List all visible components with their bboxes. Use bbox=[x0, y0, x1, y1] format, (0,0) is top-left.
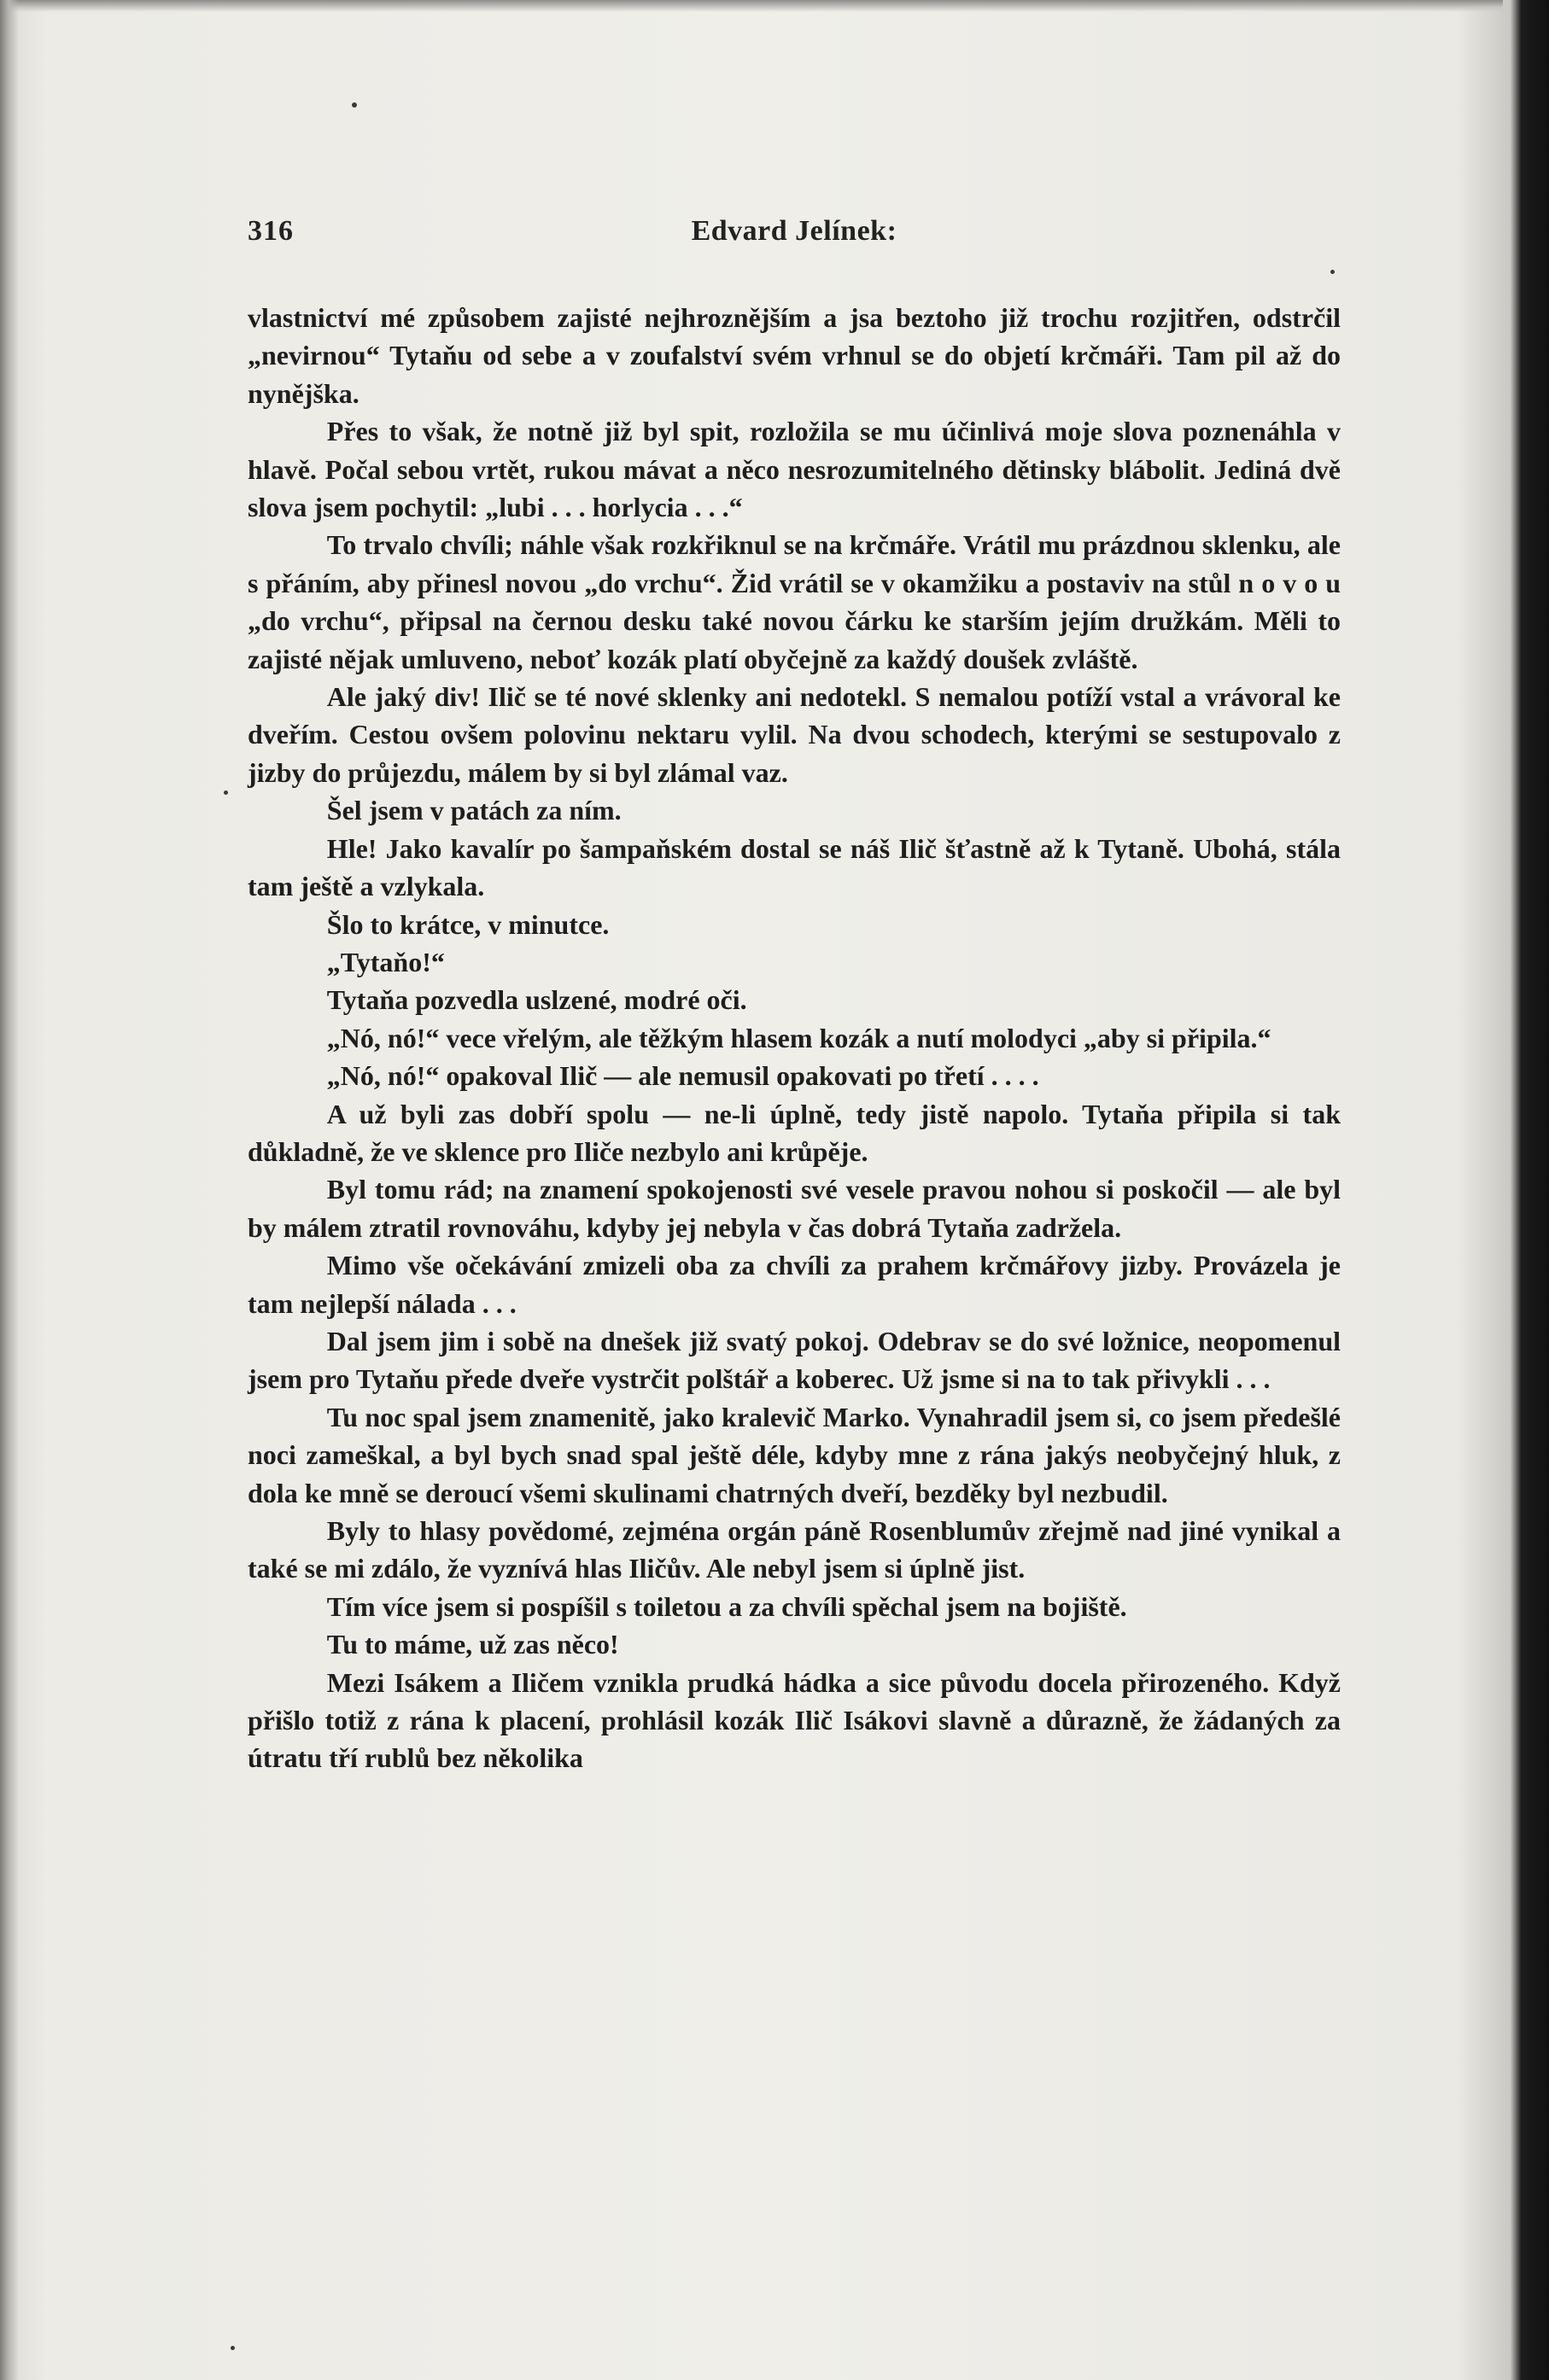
paragraph: Tím více jsem si pospíšil s toiletou a za chvíli spěchal jsem na bojiště. bbox=[326, 1590, 1127, 1622]
paragraph: „Nó, nó!“ vece vřelým, ale těžkým hlasem kozák a nutí molodyci „aby si připila.“ bbox=[326, 1022, 1271, 1053]
paragraph: „Tytaňo!“ bbox=[326, 946, 445, 977]
paragraph: Šel jsem v patách za ním. bbox=[326, 795, 622, 826]
paragraph: Byl tomu rád; na znamení spokojenosti své vesele pravou nohou si poskočil — ale byl by málem ztratil rovnováhu, kdyby jej nebyla v čas dobrá Tytaňa zadržela. bbox=[248, 1174, 1341, 1243]
page-number: 316 bbox=[248, 215, 294, 247]
page-header bbox=[248, 215, 1341, 249]
paragraph: Byly to hlasy povědomé, zejména orgán páně Rosenblumův zřejmě nad jiné vynikal a také se mi zdálo, že vyznívá hlas Iličův. Ale nebyl jsem si úplně jist. bbox=[248, 1515, 1341, 1584]
paragraph: „Nó, nó!“ opakoval Ilič — ale nemusil opakovati po třetí . . . . bbox=[326, 1060, 1039, 1092]
paragraph: Tytaňa pozvedla uslzené, modré oči. bbox=[326, 984, 747, 1016]
paragraph: Hle! Jako kavalír po šampaňském dostal se náš Ilič šťastně až k Tytaně. Ubohá, stála tam ještě a vzlykala. bbox=[248, 832, 1341, 902]
page-edge-shadow-top bbox=[0, 0, 1503, 12]
paragraph: A už byli zas dobří spolu — ne-li úplně, tedy jistě napolo. Tytaňa připila si tak důkladně, že ve sklence pro Iliče nezbylo ani krůpěje. bbox=[248, 1098, 1341, 1167]
paragraph: Tu to máme, už zas něco! bbox=[326, 1629, 619, 1660]
body-text bbox=[248, 299, 1341, 2305]
scan-speck bbox=[224, 790, 228, 795]
scan-speck bbox=[231, 2346, 235, 2350]
paragraph: Mimo vše očekávání zmizeli oba za chvíli za prahem krčmářovy jizby. Provázela je tam nejlepší nálada . . . bbox=[248, 1250, 1341, 1319]
paragraph: To trvalo chvíli; náhle však rozkřiknul se na krčmáře. Vrátil mu prázdnou sklenku, ale s přáním, aby přinesl novou „do vrchu“. Žid vrátil se v okamžiku a postaviv na stůl n o v o u „do vrchu“, připsal na černou desku také novou čárku ke starším jejím družkám. Měli to zajisté nějak umluveno, neboť kozák platí obyčejně za každý doušek zvláště. bbox=[248, 529, 1341, 674]
scan-speck bbox=[1330, 270, 1335, 274]
scan-speck bbox=[352, 102, 357, 108]
paragraph: Mezi Isákem a Iličem vznikla prudká hádka a sice původu docela přirozeného. Když přišlo totiž z rána k placení, prohlásil kozák Ilič Isákovi slavně a důrazně, že žádaných za útratu tří rublů bez několika bbox=[248, 1666, 1341, 1774]
paragraph: Ale jaký div! Ilič se té nové sklenky ani nedotekl. S nemalou potíží vstal a vrávoral ke dveřím. Cestou ovšem polovinu nektaru vylil. Na dvou schodech, kterými se sestupovalo z jizby do průjezdu, málem by si byl zlámal vaz. bbox=[248, 681, 1341, 788]
paragraph: vlastnictví mé způsobem zajisté nejhroznějším a jsa beztoho již trochu rozjitřen, odstrčil „nevirnou“ Tytaňu od sebe a v zoufalství svém vrhnul se do objetí krčmáři. Tam pil až do nynějška. bbox=[248, 302, 1341, 409]
paragraph: Šlo to krátce, v minutce. bbox=[326, 908, 610, 940]
paragraph: Tu noc spal jsem znamenitě, jako kralevič Marko. Vynahradil jsem si, co jsem předešlé noci zameškal, a byl bych snad spal ještě déle, kdyby mne z rána jakýs neobyčejný hluk, z dola ke mně se deroucí všemi skulinami chatrných dveří, bezděky byl nezbudil. bbox=[248, 1401, 1341, 1508]
page-edge-shadow-left bbox=[0, 0, 19, 2380]
running-head: Edvard Jelínek: bbox=[691, 215, 897, 247]
paragraph: Přes to však, že notně již byl spit, rozložila se mu účinlivá moje slova poznenáhla v hlavě. Počal sebou vrtět, rukou mávat a něco nesrozumitelného dětinsky blábolit. Jediná dvě slova jsem pochytil: „lubi . . . horlycia . . .“ bbox=[248, 416, 1341, 523]
paragraph: Dal jsem jim i sobě na dnešek již svatý pokoj. Odebrav se do své ložnice, neopomenul jsem pro Tytaňu přede dveře vystrčit polštář a koberec. Už jsme si na to tak přivykli . . . bbox=[248, 1325, 1341, 1395]
